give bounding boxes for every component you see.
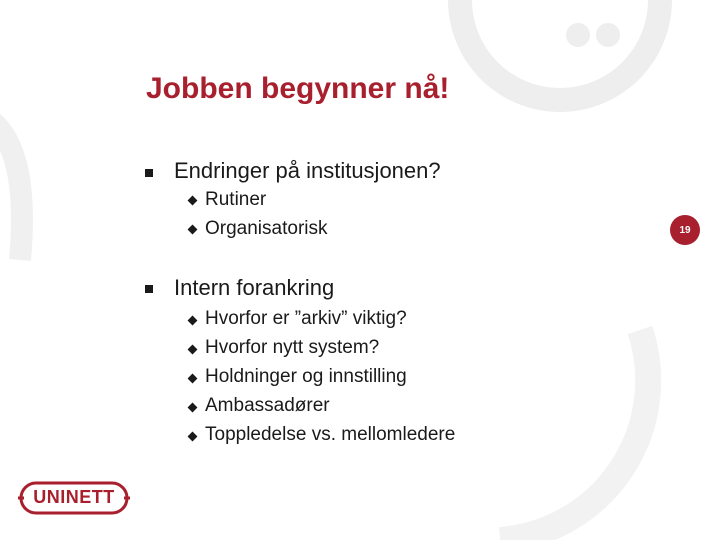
diamond-bullet-icon xyxy=(188,225,198,235)
uninett-logo xyxy=(18,478,130,518)
page-number-badge: 19 xyxy=(670,215,700,245)
diamond-bullet-icon xyxy=(188,345,198,355)
subbullet-text: Toppledelse vs. mellomledere xyxy=(205,424,456,445)
diamond-bullet-icon xyxy=(188,432,198,442)
subbullet-text: Organisatorisk xyxy=(205,218,328,239)
square-bullet-icon xyxy=(145,285,153,293)
subbullet-text: Ambassadører xyxy=(205,395,330,416)
diamond-bullet-icon xyxy=(188,374,198,384)
subbullet-text: Hvorfor er ”arkiv” viktig? xyxy=(205,308,407,329)
diamond-bullet-icon xyxy=(188,196,198,206)
diamond-bullet-icon xyxy=(188,316,198,326)
bullet-text: Endringer på institusjonen? xyxy=(174,158,441,183)
bullet-text: Intern forankring xyxy=(174,275,335,300)
slide-title: Jobben begynner nå! xyxy=(146,72,450,105)
square-bullet-icon xyxy=(145,169,153,177)
subbullet-text: Hvorfor nytt system? xyxy=(205,337,380,358)
logo-text: UNINETT xyxy=(33,487,115,507)
diamond-bullet-icon xyxy=(188,403,198,413)
subbullet-text: Rutiner xyxy=(205,189,267,210)
subbullet-text: Holdninger og innstilling xyxy=(205,366,407,387)
